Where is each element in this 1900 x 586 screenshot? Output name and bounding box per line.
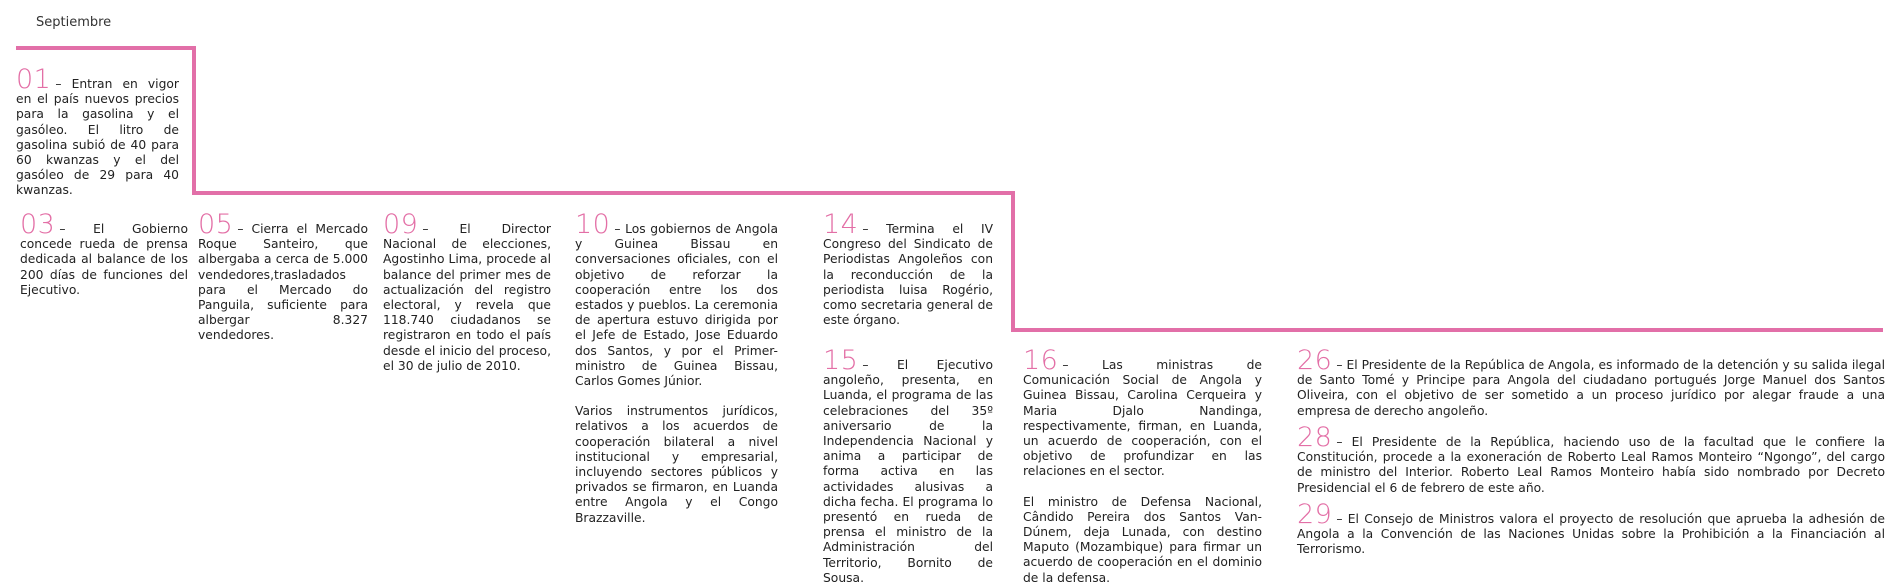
entry-text: – Cierra el Mercado Roque Santeiro, que albergaba a cerca de 5.000 vendedores,trasladados para el Mercado do Panguila, suficiente para albergar 8.327 vendedores. — [198, 222, 368, 343]
day-number: 16 — [1023, 345, 1059, 376]
entry-29 — [1297, 499, 1885, 558]
day-number: 14 — [823, 209, 859, 240]
entry-text: – Los gobiernos de Angola y Guinea Bissau en conversaciones oficiales, con el objetivo de reforzar la cooperación entre los dos estados y pueblos. La ceremonia de apertura estuvo dirigida por el Jefe de Estado, Jose Eduardo dos Santos, y por el Primer-ministro de Guinea Bissau, Carlos Gomes Júnior. — [575, 222, 778, 389]
entry-09 — [383, 209, 551, 374]
entry-text: – El Consejo de Ministros valora el proyecto de resolución que aprueba la adhesión de Angola a la Convención de las Naciones Unidas sobre la Prohibición a la Financiación al Terrorismo. — [1297, 512, 1885, 557]
day-number: 01 — [16, 64, 52, 95]
entry-05 — [198, 209, 368, 344]
entry-28 — [1297, 422, 1885, 496]
entry-text: – Entran en vigor en el país nuevos precios para la gasolina y el gasóleo. El litro de gasolina subió de 40 para 60 kwanzas y el del gasóleo de 29 para 40 kwanzas. — [16, 77, 179, 198]
entry-text: – Las ministras de Comunicación Social de Angola y Guinea Bissau, Carolina Cerqueira y Maria Djalo Nandinga, respectivamente, firman, en Luanda, un acuerdo de cooperación, con el objetivo de profundizar en las relaciones en el sector. — [1023, 358, 1262, 479]
entry-14 — [823, 209, 993, 328]
entry-16 — [1023, 345, 1262, 586]
entry-text: – Termina el IV Congreso del Sindicato de Periodistas Angoleños con la reconducción de la periodista luisa Rogério, como secretaria general de este órgano. — [823, 222, 993, 328]
day-number: 09 — [383, 209, 419, 240]
entry-text: – El Presidente de la República, haciendo uso de la facultad que le confiere la Constitución, procede a la exoneración de Roberto Leal Ramos Monteiro “Ngongo”, del cargo de ministro del Interior. Roberto Leal Ramos Monteiro había sido nombrado por Decreto Presidencial el 6 de febrero de este año. — [1297, 435, 1885, 495]
day-number: 29 — [1297, 499, 1333, 530]
entry-text: – El Ejecutivo angoleño, presenta, en Luanda, el programa de las celebraciones del 35º aniversario de la Independencia Nacional y anima a participar de forma activa en las actividades alusivas a dicha fecha. El programa lo presentó en rueda de prensa el ministro de la Administración del Territorio, Bornito de Sousa. — [823, 358, 993, 585]
entry-text: – El Presidente de la República de Angola, es informado de la detención y su salida ilegal de Santo Tomé y Principe para Angola del ciudadano portugués Jorge Manuel dos Santos Oliveira, con el objetivo de ser sometido a un proceso jurídico por alegar fraude a una empresa de derecho angoleño. — [1297, 358, 1885, 418]
entry-extra-text: El ministro de Defensa Nacional, Cândido Pereira dos Santos Van-Dúnem, deja Lunada, con destino Maputo (Mozambique) para firmar un acuerdo de cooperación en el dominio de la defensa. — [1023, 494, 1262, 585]
day-number: 28 — [1297, 422, 1333, 453]
day-number: 26 — [1297, 345, 1333, 376]
entry-01 — [16, 64, 179, 199]
entry-text: – El Director Nacional de elecciones, Agostinho Lima, procede al balance del primer mes de actualización del registro electoral, y revela que 118.740 ciudadanos se registraron en todo el país desde el inicio del proceso, el 30 de julio de 2010. — [383, 222, 551, 373]
entry-extra-text: Varios instrumentos jurídicos, relativos a los acuerdos de cooperación bilateral a nivel institucional y empresarial, incluyendo sectores públicos y privados se firmaron, en Luanda entre Angola y el Congo Brazzaville. — [575, 404, 778, 525]
entry-03 — [20, 209, 188, 298]
day-number: 03 — [20, 209, 56, 240]
day-number: 05 — [198, 209, 234, 240]
entry-26 — [1297, 345, 1885, 419]
entry-15 — [823, 345, 993, 586]
entry-10 — [575, 209, 778, 526]
day-number: 15 — [823, 345, 859, 376]
day-number: 10 — [575, 209, 611, 240]
entry-text: – El Gobierno concede rueda de prensa dedicada al balance de los 200 días de funciones del Ejecutivo. — [20, 222, 188, 297]
month-heading: Septiembre — [36, 15, 112, 30]
